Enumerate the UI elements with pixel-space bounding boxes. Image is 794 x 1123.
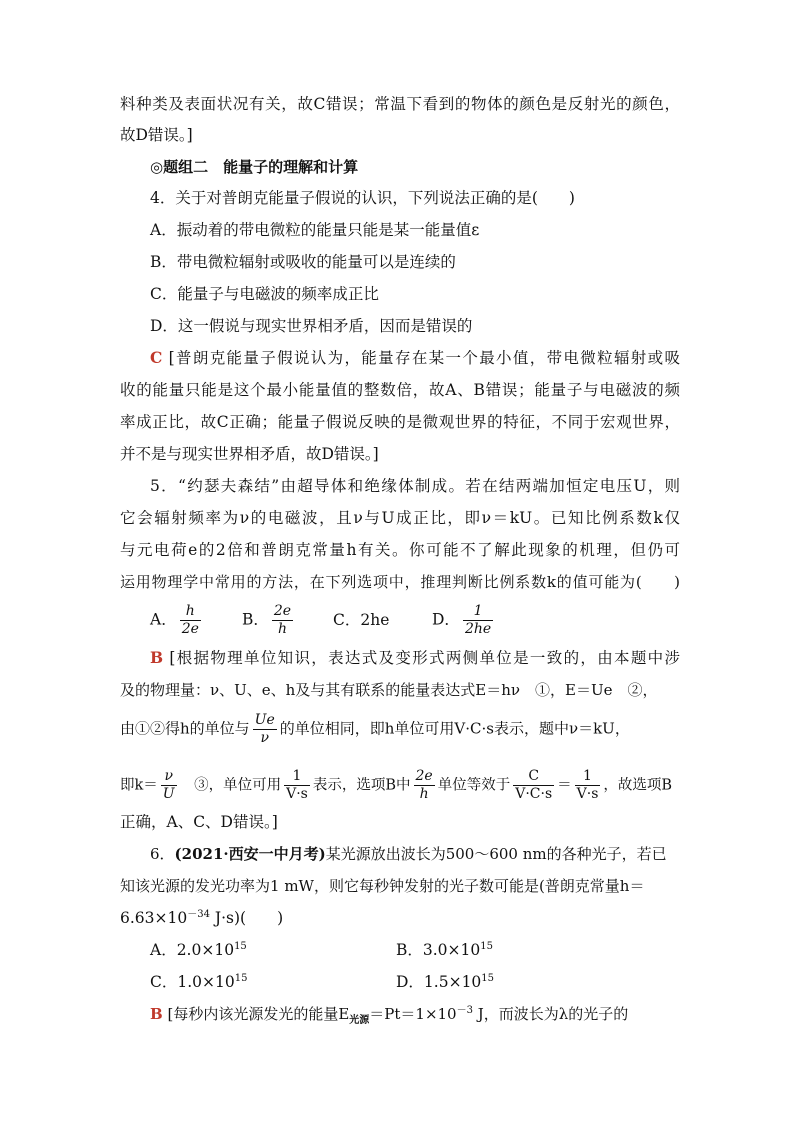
- q5-exp3-fraction: [253, 712, 277, 747]
- q6-constant-base: 6.63×10: [120, 909, 188, 927]
- q4-option-b: B．带电微粒辐射或吸收的能量可以是连续的: [150, 253, 456, 271]
- fraction-denominator: h: [272, 620, 293, 638]
- q5-explanation-line-5: 正确，A、C、D错误。]: [120, 813, 278, 831]
- fraction-numerator: 2e: [415, 768, 433, 784]
- q4-option-c: C．能量子与电磁波的频率成正比: [150, 285, 379, 303]
- q4-answer: C: [150, 348, 163, 367]
- q5-stem-line-3: 与元电荷e的2倍和普朗克常量h有关。你可能不了解此现象的机理，但仍可: [120, 541, 680, 559]
- q4-option-d: D．这一假说与现实世界相矛盾，因而是错误的: [150, 317, 473, 335]
- q6-option-b-base: B．3.0×10: [396, 941, 481, 959]
- q5-stem-line-2: 它会辐射频率为ν的电磁波，且ν与U成正比，即ν＝kU。已知比例系数k仅: [120, 509, 680, 527]
- q6-option-a-exponent: 15: [234, 940, 247, 952]
- q5-exp4-fraction-2: [284, 768, 310, 803]
- intro-line-1: 料种类及表面状况有关，故C错误；常温下看到的物体的颜色是反射光的颜色，: [120, 95, 680, 113]
- q5-exp4-fraction-1: [161, 768, 177, 803]
- q5-exp4-text-c: 表示，选项B中: [312, 777, 411, 794]
- q5-option-b-fraction: [272, 603, 293, 638]
- q6-option-d: [396, 970, 494, 994]
- section-heading: ◎题组二 能量子的理解和计算: [150, 158, 359, 176]
- q4-explanation-line-2: 收的能量只能是这个最小能量值的整数倍，故A、B错误；能量子与电磁波的频: [120, 381, 680, 399]
- fraction-numerator: 1: [473, 603, 483, 619]
- fraction-denominator: ν: [253, 729, 277, 747]
- q6-answer: B: [150, 1005, 163, 1023]
- q6-exp-exponent: －3: [456, 1005, 473, 1016]
- q5-option-a: [150, 603, 204, 638]
- q5-exp4-text-e: ＝: [557, 777, 572, 794]
- q6-option-b: [396, 938, 493, 962]
- fraction-numerator: Ue: [254, 712, 275, 728]
- fraction-numerator: 2e: [273, 603, 292, 619]
- q4-option-a: A．振动着的带电微粒的能量只能是某一能量值ε: [150, 221, 480, 239]
- q6-stem-line-1: [150, 842, 680, 866]
- q6-stem-line-3: [120, 906, 680, 930]
- q6-constant-exponent: －34: [187, 908, 210, 920]
- q5-exp3-text-a: 由①②得h的单位与: [120, 719, 250, 738]
- fraction-denominator: 2he: [464, 621, 492, 637]
- q6-stem-text: 某光源放出波长为500～600 nm的各种光子，若已: [325, 845, 667, 863]
- q4-explanation-line-3: 率成正比，故C正确；能量子假说反映的是微观世界的特征，不同于宏观世界，: [120, 413, 680, 431]
- q4-explanation-line-4: 并不是与现实世界相矛盾，故D错误。]: [120, 445, 379, 463]
- q5-explanation-line-4: [120, 768, 680, 803]
- q6-explanation-line-1: [150, 1002, 680, 1026]
- q5-exp4-fraction-5: [575, 768, 601, 803]
- q6-constant-unit: J·s)( ): [209, 909, 284, 927]
- q6-option-a-base: A．2.0×10: [150, 941, 235, 959]
- fraction-denominator: h: [414, 785, 435, 803]
- q5-answer: B: [150, 648, 164, 667]
- q6-option-a: [150, 938, 247, 962]
- fraction-numerator: ν: [164, 768, 173, 784]
- fraction-denominator: 2e: [181, 621, 199, 637]
- q5-stem-line-1: 5．“约瑟夫森结”由超导体和绝缘体制成。若在结两端加恒定电压U，则: [150, 477, 680, 495]
- fraction-numerator: h: [185, 603, 195, 619]
- q5-exp4-text-a: 即k＝: [120, 777, 158, 794]
- q5-exp4-text-f: ，故选项B: [603, 777, 673, 794]
- q6-source: (2021·西安一中月考): [174, 845, 326, 863]
- intro-line-2: 故D错误。]: [120, 126, 193, 144]
- q4-stem: 4．关于对普朗克能量子假说的认识，下列说法正确的是( ): [150, 189, 575, 207]
- q6-option-d-exponent: 15: [481, 972, 495, 984]
- q6-option-b-exponent: 15: [480, 940, 493, 952]
- fraction-numerator: 1: [583, 768, 592, 784]
- q6-option-c-exponent: 15: [234, 972, 248, 984]
- q6-number: 6．: [150, 845, 175, 863]
- q5-explanation-line-1: [150, 646, 680, 670]
- q5-exp3-text-b: 的单位相同，即h单位可用V·C·s表示，题中ν＝kU，: [279, 719, 630, 738]
- fraction-denominator: V·s: [576, 786, 599, 802]
- q5-option-c: C．2he: [333, 611, 390, 629]
- q6-stem-line-2: 知该光源的发光功率为1 mW，则它每秒钟发射的光子数可能是(普朗克常量h＝: [120, 877, 645, 895]
- q5-option-d-label: D．: [432, 610, 460, 629]
- q4-explanation-text-1: [普朗克能量子假说认为，能量存在某一个最小值，带电微粒辐射或吸: [168, 349, 680, 367]
- q6-exp-text-b: ＝Pt＝1×10: [369, 1005, 457, 1023]
- q6-option-d-base: D．1.5×10: [396, 973, 482, 991]
- q5-option-d: [432, 603, 496, 638]
- q5-option-a-fraction: [180, 603, 201, 638]
- q6-exp-text-c: J，而波长为λ的光子的: [472, 1005, 629, 1023]
- q5-exp4-text-b: ③，单位可用: [179, 777, 282, 794]
- q5-stem-line-4: 运用物理学中常用的方法，在下列选项中，推理判断比例系数k的值可能为( ): [120, 573, 680, 591]
- q5-exp4-fraction-3: [414, 768, 435, 803]
- fraction-numerator: C: [528, 768, 540, 784]
- q5-explanation-line-2: 及的物理量：ν、U、e、h及与其有联系的能量表达式E＝hν ①，E＝Ue ②，: [120, 681, 658, 699]
- q5-exp4-text-d: 单位等效于: [437, 777, 511, 794]
- q5-option-b-label: B．: [242, 610, 269, 629]
- q5-option-b: [242, 603, 296, 638]
- q4-explanation-line-1: [150, 346, 680, 370]
- q5-explanation-text-1: [根据物理单位知识，表达式及变形式两侧单位是一致的，由本题中涉: [169, 649, 680, 667]
- q5-option-a-label: A．: [150, 610, 177, 629]
- q6-option-c-base: C．1.0×10: [150, 973, 235, 991]
- fraction-denominator: V·C·s: [515, 786, 553, 802]
- fraction-denominator: U: [162, 786, 175, 802]
- fraction-denominator: V·s: [286, 786, 308, 802]
- q5-explanation-line-3: [120, 712, 680, 747]
- q6-option-c: [150, 970, 247, 994]
- q6-exp-text-a: [每秒内该光源发光的能量E: [167, 1005, 350, 1023]
- q5-option-d-fraction: [463, 603, 493, 638]
- fraction-numerator: 1: [292, 768, 302, 784]
- q5-exp4-fraction-4: [513, 768, 554, 803]
- q6-exp-subscript: 光源: [349, 1015, 370, 1026]
